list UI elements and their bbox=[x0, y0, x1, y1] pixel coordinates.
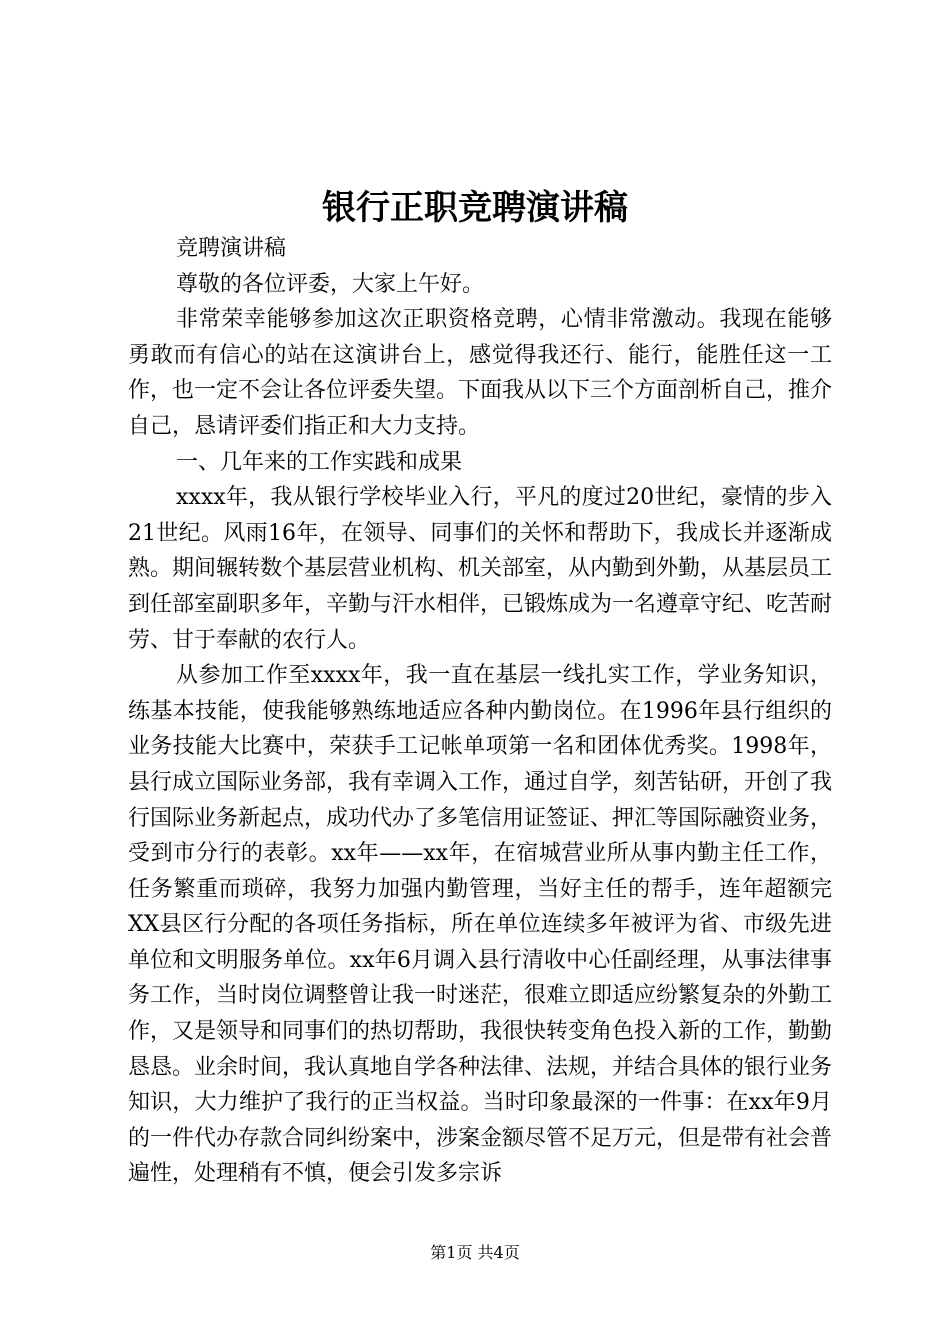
section-heading-1: 一、几年来的工作实践和成果 bbox=[176, 449, 463, 475]
document-title: 银行正职竞聘演讲稿 bbox=[322, 188, 628, 228]
paragraph-heading-label: 竞聘演讲稿 bbox=[176, 236, 287, 261]
paragraph-career-overview: xxxx年，我从银行学校毕业入行，平凡的度过20世纪，豪情的步入21世纪。风雨16年，在领导、同事们的关怀和帮助下，我成长并逐渐成熟。期间辗转数个基层营业机构、机关部室，从内勤到外勤，从基层员工到任部室副职多年，辛勤与汗水相伴，已锻炼成为一名遵章守纪、吃苦耐劳、甘于奉献的农行人。 bbox=[128, 485, 833, 653]
paragraph-introduction: 非常荣幸能够参加这次正职资格竞聘，心情非常激动。我现在能够勇敢而有信心的站在这演讲台上，感觉得我还行、能行，能胜任这一工作，也一定不会让各位评委失望。下面我从以下三个方面剖析自己，推介自己，恳请评委们指正和大力支持。 bbox=[128, 307, 833, 439]
page-footer: 第1页 共4页 bbox=[430, 1243, 520, 1262]
document-body bbox=[128, 231, 832, 1192]
paragraph-work-experience: 从参加工作至xxxx年，我一直在基层一线扎实工作，学业务知识，练基本技能，使我能够熟练地适应各种内勤岗位。在1996年县行组织的业务技能大比赛中，荣获手工记帐单项第一名和团体优秀奖。1998年，县行成立国际业务部，我有幸调入工作，通过自学，刻苦钻研，开创了我行国际业务新起点，成功代办了多笔信用证签证、押汇等国际融资业务，受到市分行的表彰。xx年——xx年，在宿城营业所从事内勤主任工作，任务繁重而琐碎，我努力加强内勤管理，当好主任的帮手，连年超额完XX县区行分配的各项任务指标，所在单位连续多年被评为省、市级先进单位和文明服务单位。xx年6月调入县行清收中心任副经理，从事法律事务工作，当时岗位调整曾让我一时迷茫，很难立即适应纷繁复杂的外勤工作，又是领导和同事们的热切帮助，我很快转变角色投入新的工作，勤勤恳恳。业余时间，我认真地自学各种法律、法规，并结合具体的银行业务知识，大力维护了我行的正当权益。当时印象最深的一件事：在xx年9月的一件代办存款合同纠纷案中，涉案金额尽管不足万元，但是带有社会普遍性，处理稍有不慎，便会引发多宗诉 bbox=[128, 663, 833, 1187]
paragraph-greeting: 尊敬的各位评委，大家上午好。 bbox=[176, 271, 485, 297]
